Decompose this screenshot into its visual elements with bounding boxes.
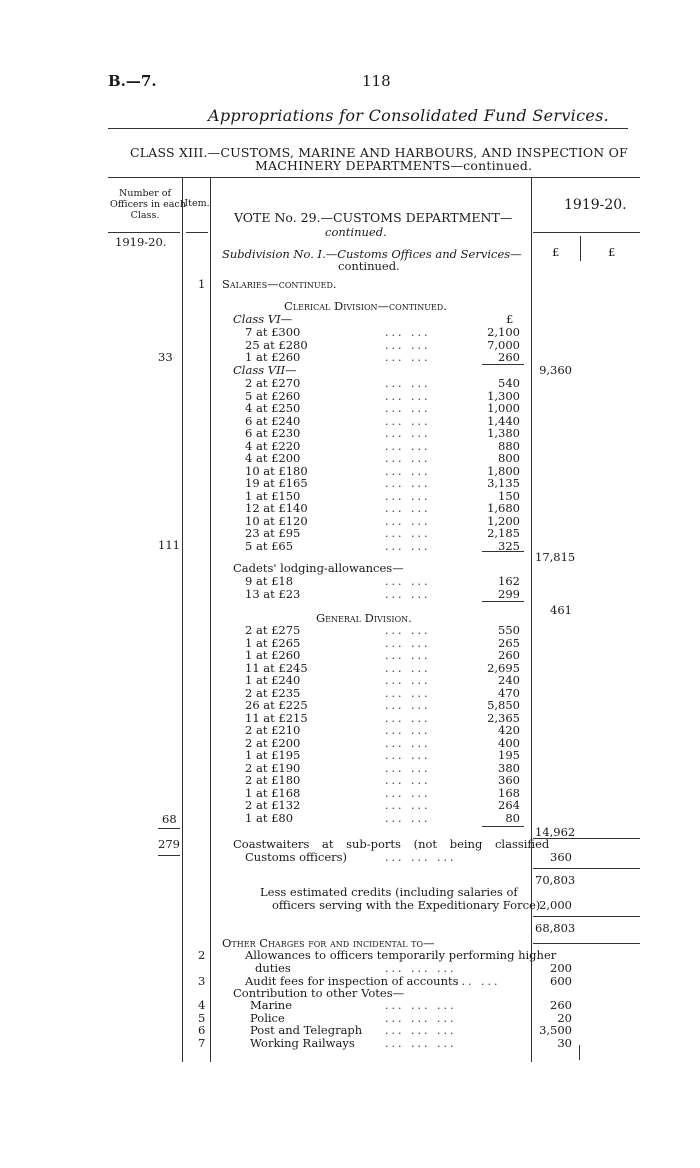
page-title: Appropriations for Consolidated Fund Services. — [208, 106, 610, 125]
rate-description: 10 at £120 — [245, 513, 308, 528]
rate-description: 1 at £195 — [245, 748, 301, 762]
coastwaiters-line2: Customs officers) — [245, 850, 348, 864]
class-vii-total: 17,815 — [535, 550, 576, 564]
rate-amount: 1,440 — [487, 413, 520, 428]
table-top-rule — [108, 177, 640, 178]
rate-amount: 550 — [498, 623, 520, 637]
rate-description: 25 at £280 — [245, 337, 308, 352]
other-charge-amount: 600 — [550, 974, 572, 988]
rate-amount: 380 — [498, 760, 520, 775]
rate-amount: 1,200 — [487, 513, 520, 528]
rate-amount: 7,000 — [487, 337, 520, 352]
other-charge-description: Allowances to officers temporarily performing higher — [245, 948, 557, 962]
credits-line2: officers serving with the Expeditionary Force) — [272, 898, 541, 912]
column-divider-officers — [182, 177, 183, 1062]
contribution-description: Post and Telegraph — [250, 1023, 363, 1037]
rate-amount: 400 — [498, 735, 520, 750]
item-header-rule — [186, 232, 208, 233]
column-divider-amount — [531, 177, 532, 1062]
rate-description: 12 at £140 — [245, 501, 308, 515]
rate-description: 2 at £275 — [245, 623, 301, 637]
general-sum-rule — [482, 826, 524, 827]
rate-description: 2 at £235 — [245, 685, 301, 700]
salaries-heading: Salaries—continued. — [222, 277, 337, 291]
item-number: 4 — [198, 998, 206, 1012]
header-rule — [108, 128, 628, 129]
pound-sign-right: £ — [608, 245, 616, 259]
rate-description: 26 at £225 — [245, 698, 308, 712]
other-charge-description-cont: duties — [255, 961, 291, 975]
other-charges-heading: Other Charges for and incidental to— — [222, 936, 435, 950]
subtotal2-rule — [533, 916, 640, 917]
rate-amount: 1,800 — [487, 463, 520, 478]
rate-amount: 240 — [498, 673, 520, 687]
rate-amount: 880 — [498, 438, 520, 453]
rate-amount: 150 — [498, 488, 520, 503]
other-charge-description: Audit fees for inspection of accounts — [245, 974, 459, 988]
year-column-left: 1919-20. — [115, 235, 167, 249]
rate-description: 2 at £180 — [245, 773, 301, 787]
column-divider-item — [210, 177, 211, 1062]
rate-amount: 2,185 — [487, 526, 520, 540]
rate-description: 4 at £200 — [245, 451, 301, 465]
rate-amount: 162 — [498, 574, 520, 588]
subdivision-title: Subdivision No. I.—Customs Offices and Services— — [222, 247, 522, 261]
rate-description: 4 at £220 — [245, 438, 301, 453]
class-vii-sum-rule — [482, 551, 524, 552]
cadets-sum-rule — [482, 601, 524, 602]
rate-description: 1 at £80 — [245, 810, 294, 825]
other-charges-rule — [533, 943, 640, 944]
rate-amount: 299 — [498, 586, 520, 601]
rate-amount: 1,380 — [487, 426, 520, 440]
rate-description: 2 at £270 — [245, 376, 301, 390]
item-number: 2 — [198, 948, 206, 962]
item-number: 1 — [198, 277, 206, 291]
rate-description: 1 at £265 — [245, 635, 301, 650]
general-count-rule — [158, 828, 180, 829]
rate-description: 2 at £210 — [245, 723, 301, 737]
rate-description: 19 at £165 — [245, 476, 308, 490]
rate-description: 1 at £168 — [245, 785, 301, 800]
rate-amount: 470 — [498, 685, 520, 700]
class-title-line1: CLASS XIII.—CUSTOMS, MARINE AND HARBOURS, AND INSPECTION OF — [130, 145, 628, 160]
rate-description: 11 at £215 — [245, 710, 308, 725]
vote-continued: continued. — [325, 225, 387, 239]
grand-count-rule — [158, 855, 180, 856]
rate-amount: 260 — [498, 350, 520, 364]
subtotal-after-credits: 68,803 — [535, 921, 576, 935]
rate-description: 5 at £65 — [245, 538, 294, 553]
rate-amount: 420 — [498, 723, 520, 737]
rate-description: 6 at £230 — [245, 426, 301, 440]
rate-amount: 3,135 — [487, 476, 520, 490]
rate-amount: 800 — [498, 451, 520, 465]
clerical-division-heading: Clerical Division—continued. — [284, 299, 447, 313]
contribution-description: Working Railways — [250, 1035, 355, 1050]
year-column-right: 1919-20. — [564, 197, 627, 213]
item-number: 6 — [198, 1023, 206, 1037]
cadets-label: Cadets' lodging-allowances— — [233, 561, 404, 575]
rate-amount: 1,300 — [487, 388, 520, 403]
class-vi-total: 9,360 — [539, 363, 572, 377]
officers-column-header: Number of Officers in each Class. — [110, 188, 186, 221]
item-number: 3 — [198, 974, 206, 988]
page-number: 118 — [362, 72, 391, 90]
clerical-pound-sign: £ — [506, 312, 514, 326]
rate-amount: 540 — [498, 376, 520, 390]
general-division-heading: General Division. — [316, 611, 412, 625]
item-column-header: Item. — [184, 198, 210, 209]
credits-amount: 2,000 — [539, 898, 572, 912]
rate-description: 23 at £95 — [245, 526, 301, 540]
rate-amount: 264 — [498, 798, 520, 812]
rate-description: 1 at £240 — [245, 673, 301, 687]
rate-description: 10 at £180 — [245, 463, 308, 478]
class-vii-label: Class VII— — [233, 363, 297, 377]
class-vii-count: 111 — [158, 538, 180, 552]
officers-header-rule — [108, 232, 180, 233]
grand-officer-count: 279 — [158, 837, 180, 851]
rate-amount: 2,100 — [487, 325, 520, 339]
rate-description: 6 at £240 — [245, 413, 301, 428]
year-header-rule — [533, 232, 640, 233]
rate-amount: 1,680 — [487, 501, 520, 515]
item-number: 7 — [198, 1035, 206, 1050]
end-mark — [579, 1045, 580, 1060]
item-number: 5 — [198, 1010, 206, 1025]
rate-amount: 168 — [498, 785, 520, 800]
rate-amount: 195 — [498, 748, 520, 762]
contribution-amount: 260 — [550, 998, 572, 1012]
rate-amount: 260 — [498, 648, 520, 662]
rate-description: 2 at £190 — [245, 760, 301, 775]
rate-amount: 1,000 — [487, 401, 520, 415]
rate-description: 4 at £250 — [245, 401, 301, 415]
class-title-line2: MACHINERY DEPARTMENTS—continued. — [255, 158, 533, 173]
rate-description: 2 at £132 — [245, 798, 301, 812]
rate-description: 1 at £260 — [245, 350, 301, 364]
rate-amount: 360 — [498, 773, 520, 787]
coastwaiters-amount: 360 — [550, 850, 572, 864]
other-charge-amount: 200 — [550, 961, 572, 975]
vote-title: VOTE No. 29.—CUSTOMS DEPARTMENT— — [234, 210, 513, 225]
document-code: B.—7. — [108, 72, 157, 90]
rate-description: 13 at £23 — [245, 586, 301, 601]
rate-amount: 5,850 — [487, 698, 520, 712]
contribution-description: Police — [250, 1010, 285, 1025]
pound-column-divider — [580, 236, 581, 261]
rate-description: 7 at £300 — [245, 325, 301, 339]
rate-amount: 325 — [498, 538, 520, 553]
rate-description: 5 at £260 — [245, 388, 301, 403]
rate-description: 2 at £200 — [245, 735, 301, 750]
credits-line1: Less estimated credits (including salaries of — [260, 885, 518, 899]
subtotal1-rule — [533, 868, 640, 869]
contribution-amount: 3,500 — [539, 1023, 572, 1037]
coastwaiters-line1: Coastwaiters at sub-ports (not being classified — [233, 837, 550, 851]
pound-sign-left: £ — [552, 245, 560, 259]
contribution-amount: 20 — [557, 1010, 572, 1025]
rate-amount: 80 — [505, 810, 520, 825]
general-count: 68 — [162, 812, 177, 826]
general-total: 14,962 — [535, 825, 576, 839]
contribution-label: Contribution to other Votes— — [233, 986, 405, 1000]
rate-description: 9 at £18 — [245, 574, 294, 588]
class-vi-label: Class VI— — [233, 312, 293, 326]
class-vi-sum-rule — [482, 364, 524, 365]
contribution-description: Marine — [250, 998, 293, 1012]
rate-amount: 2,695 — [487, 660, 520, 675]
contribution-amount: 30 — [557, 1035, 572, 1050]
class-vi-count: 33 — [158, 350, 173, 364]
rate-description: 11 at £245 — [245, 660, 308, 675]
rate-amount: 265 — [498, 635, 520, 650]
rate-amount: 2,365 — [487, 710, 520, 725]
cadets-total: 461 — [550, 603, 572, 617]
subdivision-continued: continued. — [338, 259, 400, 273]
rate-description: 1 at £150 — [245, 488, 301, 503]
rate-description: 1 at £260 — [245, 648, 301, 662]
subtotal-before-credits: 70,803 — [535, 873, 576, 887]
